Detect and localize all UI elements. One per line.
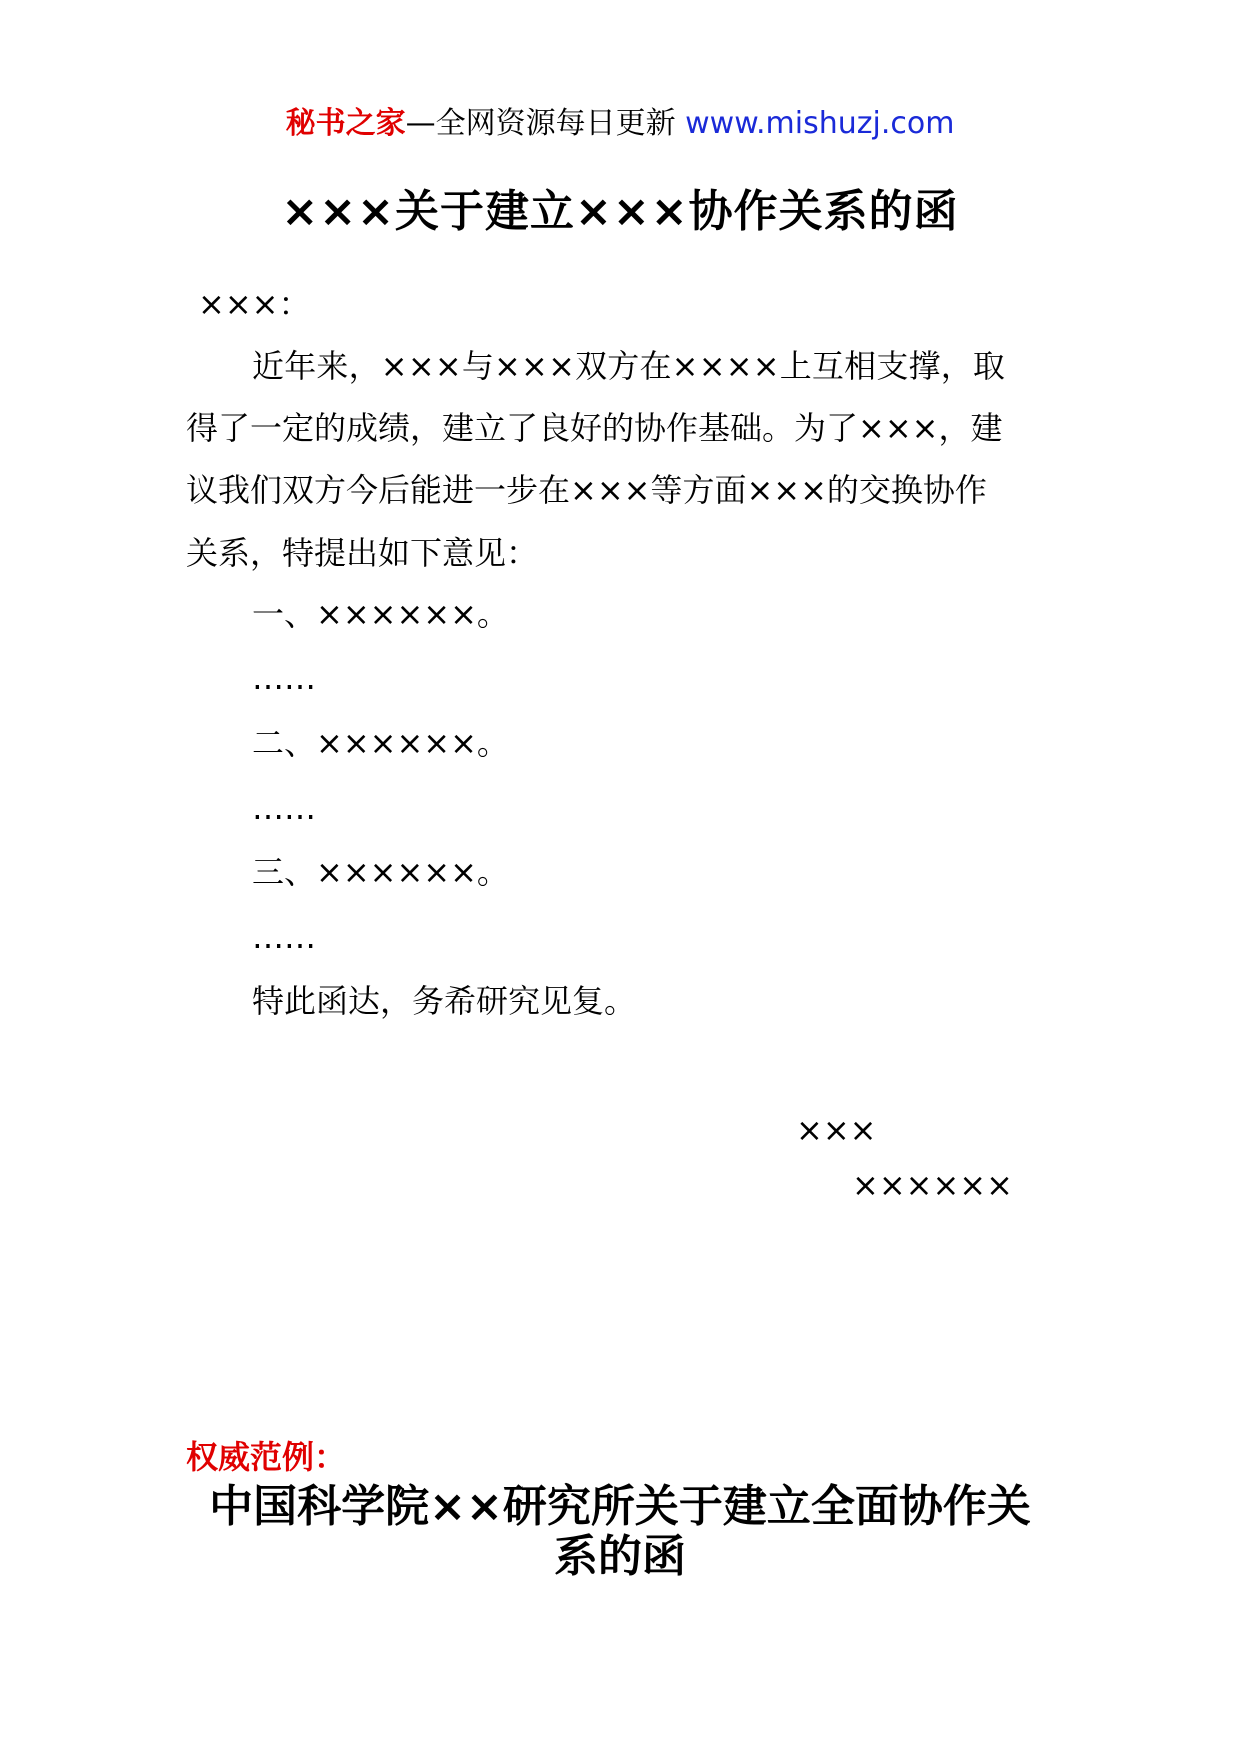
signature-date: ××××××	[852, 1166, 1013, 1204]
list-item-ellipsis: ……	[252, 918, 316, 956]
list-item-ellipsis: ……	[252, 659, 316, 697]
list-item-ellipsis: ……	[252, 789, 316, 827]
paragraph-line: 近年来，×××与×××双方在××××上互相支撑，取	[252, 347, 1006, 385]
sample-title: 中国科学院××研究所关于建立全面协作关系的函	[209, 1481, 1031, 1582]
site-url-link[interactable]: www.mishuzj.com	[685, 106, 955, 141]
site-tagline: —全网资源每日更新	[405, 106, 676, 141]
document-title: ×××关于建立×××协作关系的函	[281, 186, 959, 237]
sample-heading: 权威范例：	[186, 1438, 347, 1476]
salutation: ×××：	[198, 285, 311, 323]
paragraph-line: 关系，特提出如下意见：	[186, 534, 539, 572]
list-item-heading: 二、××××××。	[252, 724, 509, 762]
paragraph-line: 议我们双方今后能进一步在×××等方面×××的交换协作	[186, 471, 987, 509]
site-header	[0, 102, 1240, 146]
list-item-heading: 一、××××××。	[252, 595, 509, 633]
list-item-heading: 三、××××××。	[252, 853, 509, 891]
signature: ×××	[796, 1111, 877, 1149]
site-brand: 秘书之家	[285, 106, 406, 141]
closing-line: 特此函达，务希研究见复。	[252, 982, 637, 1020]
paragraph-line: 得了一定的成绩，建立了良好的协作基础。为了×××，建	[186, 409, 1003, 447]
